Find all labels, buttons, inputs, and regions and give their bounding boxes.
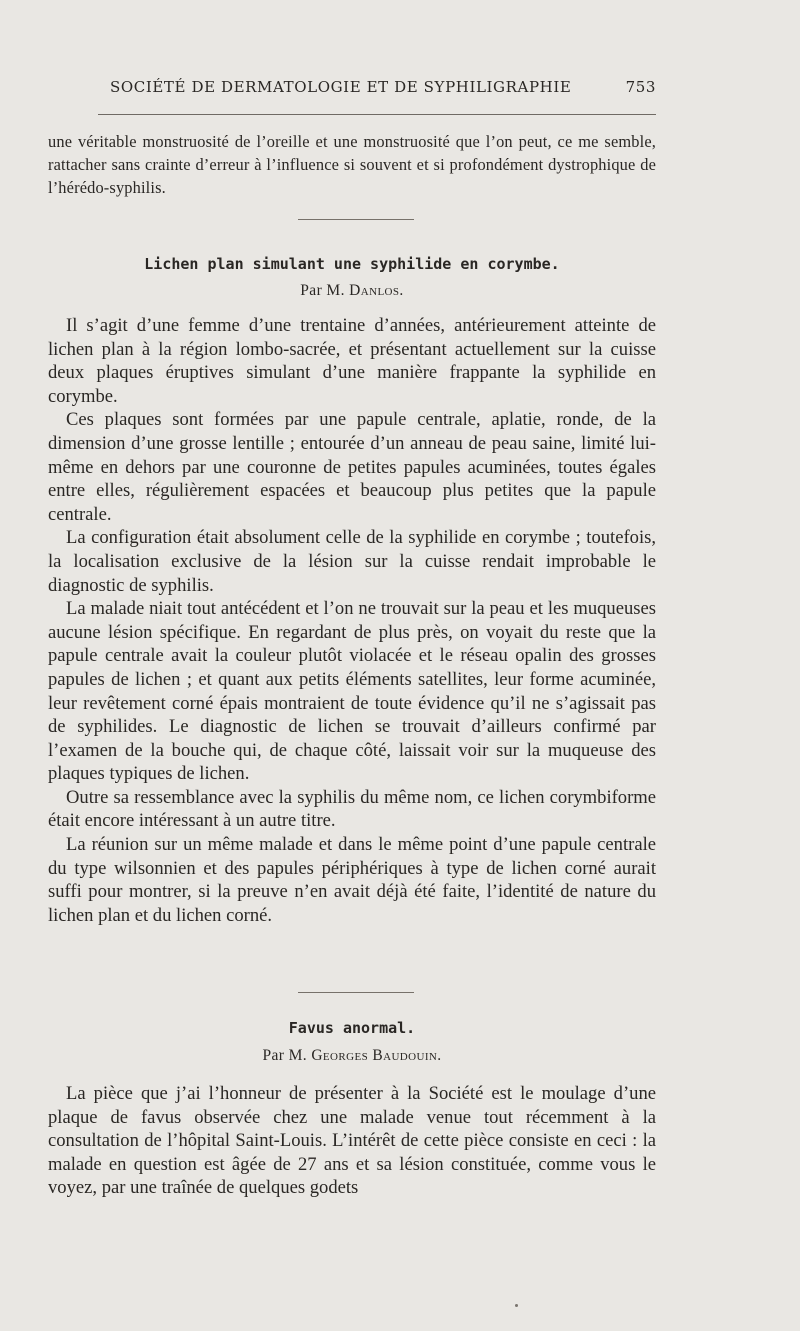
page-number: 753 <box>625 78 656 96</box>
article2-author-prefix: Par M. <box>262 1047 308 1064</box>
article1-author-prefix: Par M. <box>300 282 345 299</box>
article1-author <box>48 282 656 300</box>
paper-speck <box>515 1304 518 1307</box>
header-rule <box>98 114 656 115</box>
article2-author-name: Georges Baudouin. <box>311 1047 442 1064</box>
intro-block <box>48 130 656 200</box>
article1-title: Lichen plan simulant une syphilide en corymbe. <box>144 255 560 273</box>
article2-paragraph: La pièce que j’ai l’honneur de présenter à la Société est le moulage d’une plaque de favus observée chez une malade venue tout récemment à la consultation de l’hôpital Saint-Louis. L’intérêt de cette pièce consiste en ceci : la malade en question est âgée de 27 ans et sa lésion constituée, comme vous le voyez, par une traînée de quelques godets <box>48 1083 656 1199</box>
article1-paragraph: Il s’agit d’une femme d’une trentaine d’années, antérieurement atteinte de lichen plan à la région lombo-sacrée, et présentant actuellement sur la cuisse deux plaques éruptives simulant d’une manière frappante la syphilide en corymbe. <box>48 315 656 407</box>
article1-paragraph: La configuration était absolument celle de la syphilide en corymbe ; toutefois, la localisation exclusive de la lésion sur la cuisse rendait improbable le diagnostic de syphilis. <box>48 527 656 596</box>
section-divider <box>298 219 414 220</box>
section-divider <box>298 992 414 993</box>
intro-paragraph: une véritable monstruosité de l’oreille et une monstruosité que l’on peut, ce me semble, rattacher sans crainte d’erreur à l’influence si souvent et si profondément dystrophique de l’hérédo-syphilis. <box>48 132 656 198</box>
article2-author <box>48 1047 656 1065</box>
article1-author-name: Danlos. <box>349 282 404 299</box>
article1-paragraph: Ces plaques sont formées par une papule centrale, aplatie, ronde, de la dimension d’une grosse lentille ; entourée d’un anneau de peau saine, limité lui-même en dehors par une couronne de petites papules acuminées, toutes égales entre elles, régulièrement espacées et beaucoup plus petites que la papule centrale. <box>48 409 656 525</box>
article1-body <box>48 314 656 927</box>
article1-paragraph: La réunion sur un même malade et dans le même point d’une papule centrale du type wilsonnien et des papules périphériques à type de lichen corné aurait suffi pour montrer, si la preuve n’en avait déjà été faite, l’identité de nature du lichen plan et du lichen corné. <box>48 834 656 926</box>
article1-paragraph: La malade niait tout antécédent et l’on ne trouvait sur la peau et les muqueuses aucune lésion spécifique. En regardant de plus près, on voyait du reste que la papule centrale avait la couleur plutôt violacée et le réseau opalin des grosses papules de lichen ; et quant aux petits éléments satellites, leur forme acuminée, leur revêtement corné épais montraient de toute évidence qu’il ne s’agissait pas de syphilides. Le diagnostic de lichen se trouvait d’ailleurs confirmé par l’examen de la bouche qui, de chaque côté, laissait voir sur la muqueuse des plaques typiques de lichen. <box>48 598 656 785</box>
article2-body <box>48 1082 656 1200</box>
running-title: SOCIÉTÉ DE DERMATOLOGIE ET DE SYPHILIGRAPHIE <box>110 78 572 96</box>
article1-paragraph: Outre sa ressemblance avec la syphilis du même nom, ce lichen corymbiforme était encore intéressant à un autre titre. <box>48 786 656 832</box>
article2-title: Favus anormal. <box>288 1019 416 1037</box>
